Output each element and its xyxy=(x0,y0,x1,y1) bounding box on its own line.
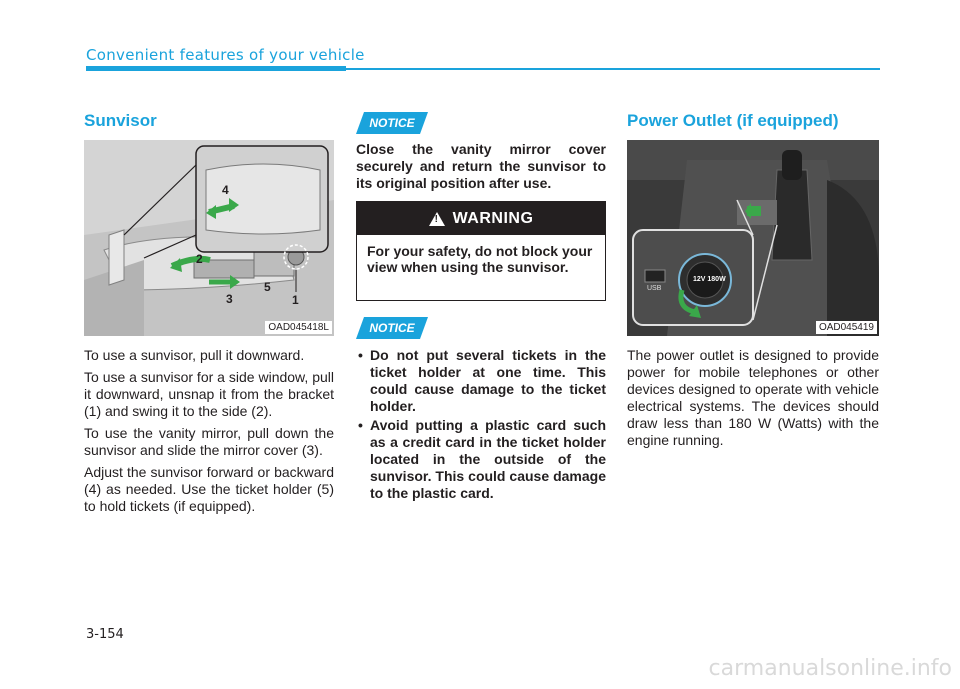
warning-text: For your safety, do not block your view when using the sunvisor. xyxy=(367,243,593,275)
sunvisor-heading: Sunvisor xyxy=(84,111,157,130)
notice-label: NOTICE xyxy=(369,321,415,335)
notice-bullet-list xyxy=(356,347,606,504)
power-outlet-text: The power outlet is designed to provide power for mobile telephones or other devices designed to operate with vehicle electrical systems. The devices should draw less than 180 W (Watts) with the engine running. xyxy=(627,347,879,448)
power-outlet-figure xyxy=(627,140,879,336)
power-outlet-illustration xyxy=(627,140,879,336)
warning-header xyxy=(357,202,605,235)
header-accent-bar xyxy=(86,66,346,71)
callout-3: 3 xyxy=(226,292,233,306)
notice-text: Close the vanity mirror cover securely and return the sunvisor to its original position after use. xyxy=(356,141,606,191)
page-number: 3-154 xyxy=(86,627,124,642)
notice-label: NOTICE xyxy=(369,116,415,130)
notice-badge xyxy=(356,112,428,134)
warning-box xyxy=(356,201,606,301)
section-title: Convenient features of your vehicle xyxy=(86,46,365,64)
callout-5: 5 xyxy=(264,280,271,294)
figure-code: OAD045418L xyxy=(265,321,332,334)
sunvisor-para-3: To use the vanity mirror, pull down the sunvisor and slide the mirror cover (3). xyxy=(84,425,334,458)
sunvisor-para-2: To use a sunvisor for a side window, pull it downward, unsnap it from the bracket (1) and swing it to the side (2). xyxy=(84,369,334,419)
callout-4: 4 xyxy=(222,183,229,197)
sunvisor-para-4: Adjust the sunvisor forward or backward (4) as needed. Use the ticket holder (5) to hold tickets (if equipped). xyxy=(84,464,334,514)
power-outlet-heading: Power Outlet (if equipped) xyxy=(627,111,839,130)
socket-label: 12V 180W xyxy=(693,276,726,283)
notice-badge xyxy=(356,317,428,339)
callout-1: 1 xyxy=(292,293,299,307)
watermark: carmanualsonline.info xyxy=(708,656,952,681)
list-item: • Do not put several tickets in the ticket holder at one time. This could cause damage to the ticket holder. xyxy=(356,347,606,415)
sunvisor-figure xyxy=(84,140,334,336)
callout-2: 2 xyxy=(196,252,203,266)
sunvisor-para-1: To use a sunvisor, pull it downward. xyxy=(84,347,305,363)
usb-label: USB xyxy=(647,285,662,292)
warning-icon xyxy=(429,212,445,226)
list-item: • Avoid putting a plastic card such as a credit card in the ticket holder located in the outside of the sunvisor. This could cause damage to the plastic card. xyxy=(356,417,606,502)
warning-label: WARNING xyxy=(452,209,534,227)
figure-code: OAD045419 xyxy=(816,321,877,334)
header-rule xyxy=(346,68,880,70)
